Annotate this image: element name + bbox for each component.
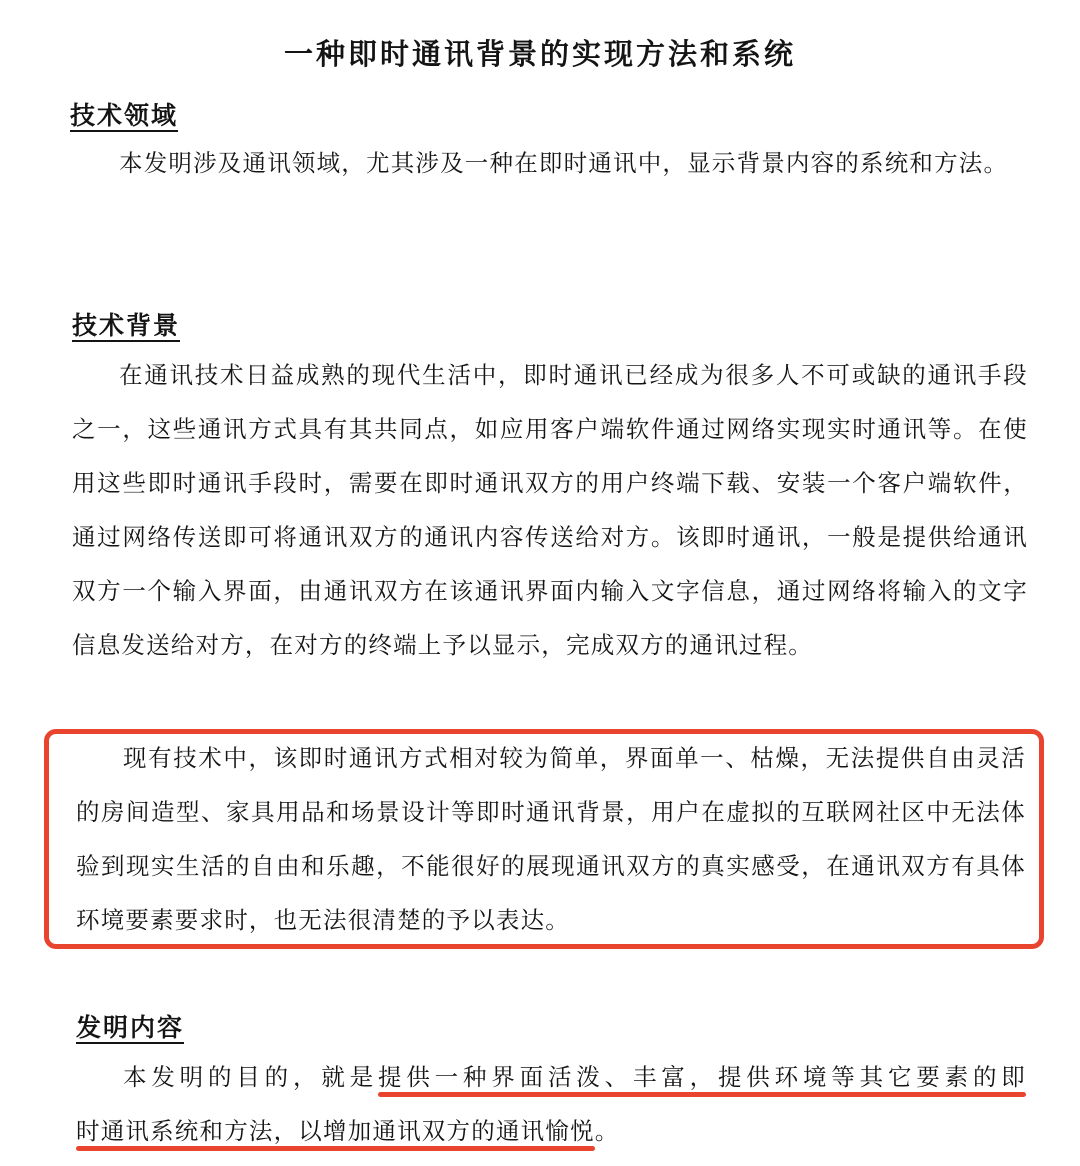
paragraph-invention-content xyxy=(76,1050,1026,1158)
text-period: 。 xyxy=(594,1117,620,1145)
underlined-text-2: 时通讯系统和方法，以增加通讯双方的通讯愉悦 xyxy=(76,1117,595,1145)
section-heading-invention-content: 发明内容 xyxy=(76,1013,185,1042)
underlined-text-1: 提供一种界面活泼、丰富，提供环境等其它要素的即 xyxy=(377,1063,1026,1091)
paragraph-background-2: 现有技术中，该即时通讯方式相对较为简单，界面单一、枯燥，无法提供自由灵活的房间造型、家具用品和场景设计等即时通讯背景，用户在虚拟的互联网社区中无法体验到现实生活的自由和乐趣，不能很好的展现通讯双方的真实感受，在通讯双方有具体环境要素要求时，也无法很清楚的予以表达。 xyxy=(76,744,1026,934)
paragraph-tech-field: 本发明涉及通讯领域，尤其涉及一种在即时通讯中，显示背景内容的系统和方法。 xyxy=(119,149,1009,177)
paragraph-background-1: 在通讯技术日益成熟的现代生活中，即时通讯已经成为很多人不可或缺的通讯手段之一，这些通讯方式具有其共同点，如应用客户端软件通过网络实现实时通讯等。在使用这些即时通讯手段时，需要在即时通讯双方的用户终端下载、安装一个客户端软件，通过网络传送即可将通讯双方的通讯内容传送给对方。该即时通讯，一般是提供给通讯双方一个输入界面，由通讯双方在该通讯界面内输入文字信息，通过网络将输入的文字信息发送给对方，在对方的终端上予以显示，完成双方的通讯过程。 xyxy=(72,361,1028,659)
section-heading-tech-field: 技术领域 xyxy=(70,101,179,130)
section-heading-tech-background: 技术背景 xyxy=(72,311,181,340)
text-plain: 本发明的目的，就是 xyxy=(123,1063,378,1091)
document-title: 一种即时通讯背景的实现方法和系统 xyxy=(283,37,796,71)
